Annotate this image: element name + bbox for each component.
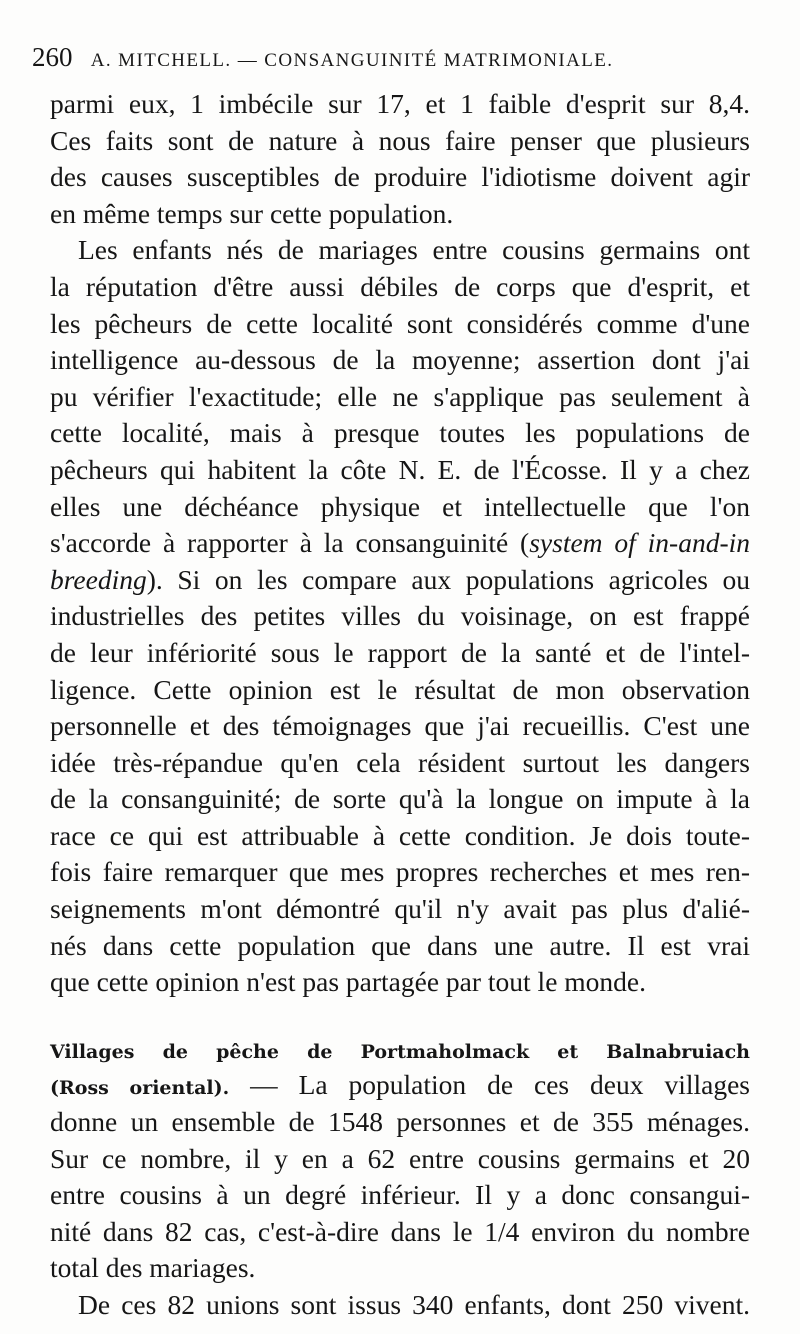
running-title: A. MITCHELL. — CONSANGUINITÉ MATRIMONIALE. [90, 50, 614, 71]
text-line: idée très-répandue qu'en cela résident surtout les dangers [50, 746, 750, 778]
text-line: Les enfants nés de mariages entre cousins germains ont [78, 234, 750, 266]
text-line: pêcheurs qui habitent la côte N. E. de l'Écosse. Il y a chez [50, 453, 750, 485]
text-line: donne un ensemble de 1548 personnes et de 355 ménages. [50, 1106, 750, 1138]
section-heading [50, 1031, 750, 1068]
text-line: des causes susceptibles de produire l'idiotisme doivent agir [50, 161, 750, 193]
text-line: que cette opinion n'est pas partagée par tout le monde. [50, 966, 647, 998]
text-line: total des mariages. [50, 1252, 256, 1284]
text-line: cette localité, mais à presque toutes les populations de [50, 417, 750, 449]
text-line: en même temps sur cette population. [50, 197, 454, 229]
text-line: race ce qui est attribuable à cette condition. Je dois toute- [50, 819, 750, 851]
text-line: Sur ce nombre, il y en a 62 entre cousins germains et 20 [50, 1142, 750, 1174]
text-line: intelligence au-dessous de la moyenne; assertion dont j'ai [50, 344, 750, 376]
text-line [50, 1067, 750, 1104]
text-line: de leur infériorité sous le rapport de la santé et de l'intel- [50, 636, 750, 668]
text-line: seignements m'ont démontré qu'il n'y avait pas plus d'alié- [50, 893, 750, 925]
text-line: nés dans cette population que dans une autre. Il est vrai [50, 929, 750, 961]
text-line: la réputation d'être aussi débiles de corps que d'esprit, et [50, 270, 750, 302]
text-line: personnelle et des témoignages que j'ai recueillis. C'est une [50, 710, 750, 742]
text-line: nité dans 82 cas, c'est-à-dire dans le 1/4 environ du nombre [50, 1215, 750, 1247]
text-line: industrielles des petites villes du voisinage, on est frappé [50, 600, 750, 632]
text-run: — La population de ces deux villages [229, 1069, 750, 1101]
text-line [50, 562, 750, 599]
text-run: ). Si on les compare aux populations agricoles ou [146, 563, 750, 595]
text-line: les pêcheurs de cette localité sont considérés comme d'une [50, 307, 750, 339]
page-number: 260 [32, 42, 73, 72]
italic-run: breeding [50, 563, 147, 595]
text-line: de la consanguinité; de sorte qu'à la longue on impute à la [50, 783, 750, 815]
italic-run: system of in-and-in [529, 527, 750, 559]
running-head [32, 42, 762, 73]
text-run: s'accorde à rapporter à la consanguinité ( [50, 527, 530, 559]
text-line: entre cousins à un degré inférieur. Il y a donc consangui- [50, 1179, 750, 1211]
text-line: elles une déchéance physique et intellectuelle que l'on [50, 490, 750, 522]
text-line: ligence. Cette opinion est le résultat de mon observation [50, 673, 750, 705]
text-line: fois faire remarquer que mes propres recherches et mes ren- [50, 856, 750, 888]
text-line: parmi eux, 1 imbécile sur 17, et 1 faible d'esprit sur 8,4. [50, 88, 750, 119]
body-text [50, 86, 750, 1324]
text-line [50, 525, 750, 562]
section-heading-region: (Ross oriental). [50, 1077, 230, 1100]
text-line: pu vérifier l'exactitude; elle ne s'applique pas seulement à [50, 380, 750, 412]
section-heading-title: Villages de pêche de Portmaholmack et Balnabruiach [50, 1040, 750, 1063]
text-line: Ces faits sont de nature à nous faire penser que plusieurs [50, 124, 750, 156]
text-line: De ces 82 unions sont issus 340 enfants, dont 250 vivent. [78, 1289, 750, 1320]
